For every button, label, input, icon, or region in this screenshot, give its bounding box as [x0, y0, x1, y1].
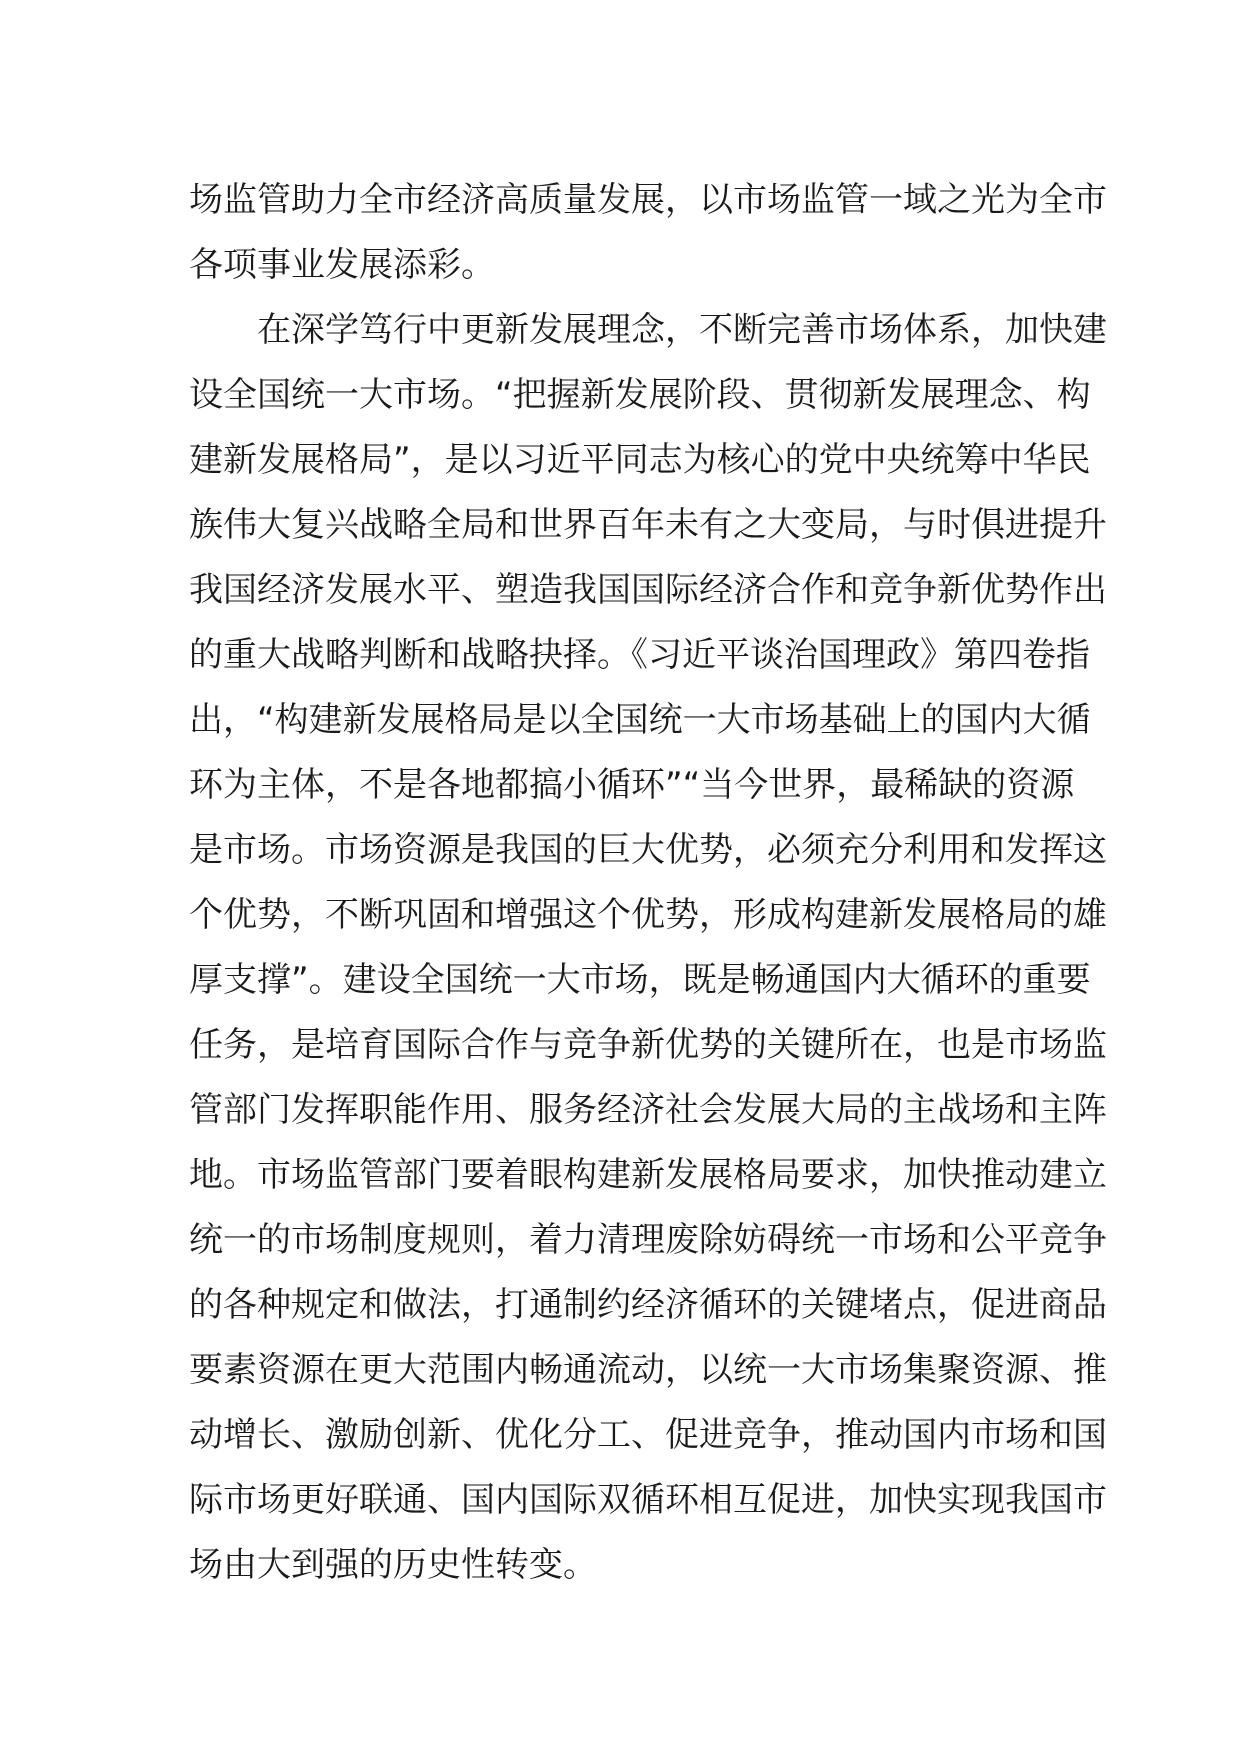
text-line: 地。市场监管部门要着眼构建新发展格局要求，加快推动建立 — [189, 1155, 1107, 1195]
text-line: 我国经济发展水平、塑造我国国际经济合作和竞争新优势作出 — [189, 570, 1107, 610]
text-line: 建新发展格局”，是以习近平同志为核心的党中央统筹中华民 — [189, 440, 1091, 480]
text-line: 族伟大复兴战略全局和世界百年未有之大变局，与时俱进提升 — [189, 505, 1107, 545]
text-line: 场监管助力全市经济高质量发展，以市场监管一域之光为全市 — [189, 180, 1107, 220]
text-line: 个优势，不断巩固和增强这个优势，形成构建新发展格局的雄 — [189, 895, 1107, 935]
text-line: 是市场。市场资源是我国的巨大优势，必须充分利用和发挥这 — [189, 830, 1107, 870]
text-line: 动增长、激励创新、优化分工、促进竞争，推动国内市场和国 — [189, 1415, 1107, 1455]
body-text — [189, 168, 1107, 1598]
text-line: 的各种规定和做法，打通制约经济循环的关键堵点，促进商品 — [189, 1285, 1107, 1325]
text-line: 设全国统一大市场。“把握新发展阶段、贯彻新发展理念、构 — [189, 375, 1091, 415]
text-line: 各项事业发展添彩。 — [189, 245, 495, 285]
text-line: 在深学笃行中更新发展理念，不断完善市场体系，加快建 — [189, 310, 1107, 350]
text-line: 任务，是培育国际合作与竞争新优势的关键所在，也是市场监 — [189, 1025, 1107, 1065]
text-line: 出，“构建新发展格局是以全国统一大市场基础上的国内大循 — [189, 700, 1091, 740]
text-line: 的重大战略判断和战略抉择。《习近平谈治国理政》第四卷指 — [189, 635, 1090, 675]
text-line: 要素资源在更大范围内畅通流动，以统一大市场集聚资源、推 — [189, 1350, 1107, 1390]
text-line: 场由大到强的历史性转变。 — [189, 1545, 597, 1585]
text-line: 管部门发挥职能作用、服务经济社会发展大局的主战场和主阵 — [189, 1090, 1107, 1130]
text-line: 统一的市场制度规则，着力清理废除妨碍统一市场和公平竞争 — [189, 1220, 1107, 1260]
text-line: 环为主体，不是各地都搞小循环”“当今世界，最稀缺的资源 — [189, 765, 1075, 805]
text-line: 厚支撑”。建设全国统一大市场，既是畅通国内大循环的重要 — [189, 960, 1091, 1000]
text-line: 际市场更好联通、国内国际双循环相互促进，加快实现我国市 — [189, 1480, 1107, 1520]
